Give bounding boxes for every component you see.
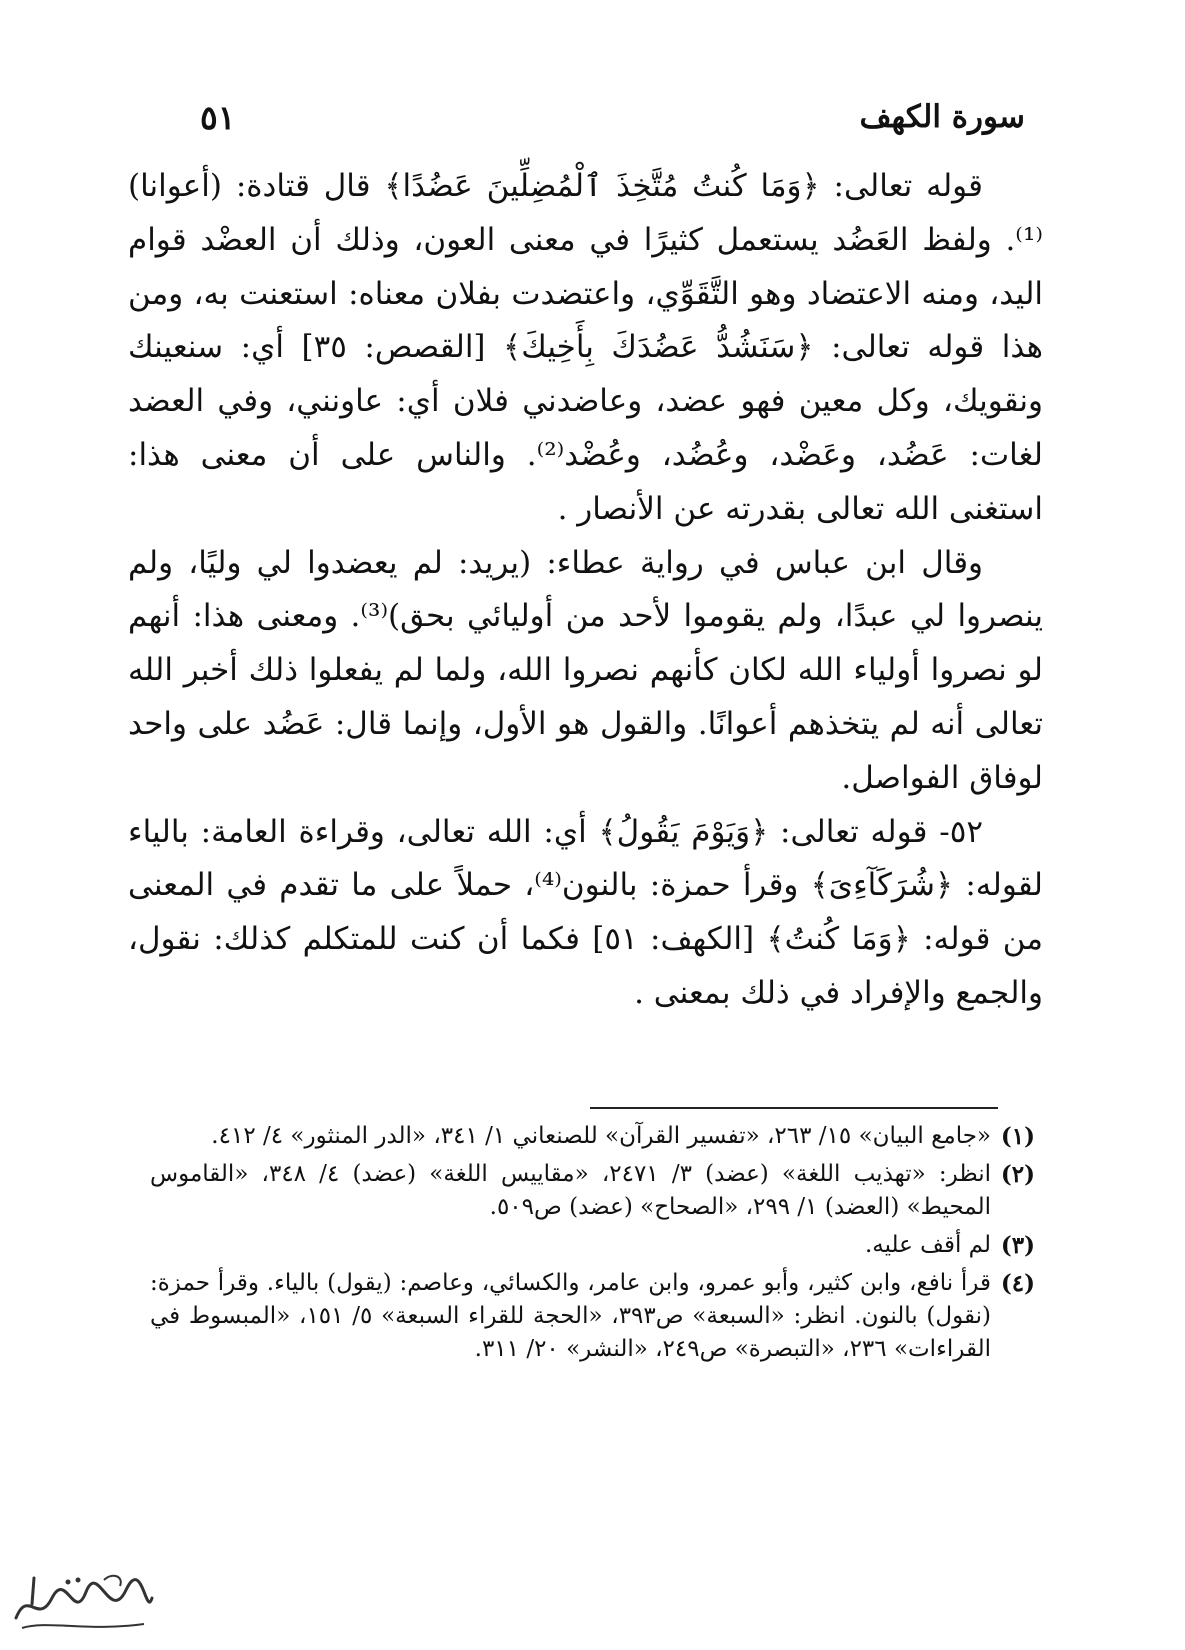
footnote-number: (٤) [1000,1270,1035,1297]
page-header [200,92,1025,142]
footnote-number: (٢) [1000,1161,1035,1188]
footnote-3 [150,1229,1035,1262]
page-number: ٥١ [200,97,236,137]
main-text [128,160,1043,1021]
footnote-text: لم أقف عليه. [864,1232,991,1258]
footnote-4 [150,1267,1035,1366]
paragraph-1: قوله تعالى: ﴿وَمَا كُنتُ مُتَّخِذَ ٱلْمُضِلِّينَ عَضُدًا﴾ قال قتادة: (أعوانا)⁽¹⁾. ولفظ العَضُد يستعمل كثيرًا في معنى العون، وذلك أن العضْد قوام اليد، ومنه الاعتضاد وهو التَّقَوِّي، واعتضدت بفلان معناه: استعنت به، ومن هذا قوله تعالى: ﴿سَنَشُدُّ عَضُدَكَ بِأَخِيكَ﴾ [القصص: ٣٥] أي: سنعينك ونقويك، وكل معين فهو عضد، وعاضدني فلان أي: عاونني، وفي العضد لغات: عَضُد، وعَضْد، وعُضُد، وعُضْد⁽²⁾. والناس على أن معنى هذا: استغنى الله تعالى بقدرته عن الأنصار . [128,168,1043,527]
footnote-2 [150,1158,1035,1224]
footnote-number: (٣) [1000,1232,1035,1259]
footnote-text: قرأ نافع، وابن كثير، وأبو عمرو، وابن عامر، والكسائي، وعاصم: (يقول) بالياء. وقرأ حمزة: (نقول) بالنون. انظر: «السبعة» ص٣٩٣، «الحجة للقراء السبعة» ٥/ ١٥١، «المبسوط في القراءات» ٢٣٦، «التبصرة» ص٢٤٩، «النشر» ٢٠/ ٣١١. [150,1270,992,1362]
footnote-text: «جامع البيان» ١٥/ ٢٦٣، «تفسير القرآن» للصنعاني ١/ ٣٤١، «الدر المنثور» ٤/ ٤١٢. [211,1123,991,1149]
footnote-1 [150,1120,1035,1153]
paragraph-3: ٥٢- قوله تعالى: ﴿وَيَوْمَ يَقُولُ﴾ أي: الله تعالى، وقراءة العامة: بالياء لقوله: ﴿شُرَكَآءِىَ﴾ وقرأ حمزة: بالنون⁽⁴⁾، حملاً على ما تقدم في المعنى من قوله: ﴿وَمَا كُنتُ﴾ [الكهف: ٥١] فكما أن كنت للمتكلم كذلك: نقول، والجمع والإفراد في ذلك بمعنى . [128,813,1043,1011]
footnote-separator [590,1107,998,1109]
calligraphy-stamp-icon [8,1568,158,1636]
footnote-text: انظر: «تهذيب اللغة» (عضد) ٣/ ٢٤٧١، «مقاييس اللغة» (عضد) ٤/ ٣٤٨، «القاموس المحيط» (العضد) ١/ ٢٩٩، «الصحاح» (عضد) ص٥٠٩. [150,1161,991,1220]
footnote-number: (١) [1000,1123,1035,1150]
running-title: سورة الكهف [859,99,1025,135]
paragraph-2: وقال ابن عباس في رواية عطاء: (يريد: لم يعضدوا لي وليًا، ولم ينصروا لي عبدًا، ولم يقوموا لأحد من أوليائي بحق)⁽³⁾. ومعنى هذا: أنهم لو نصروا أولياء الله لكان كأنهم نصروا الله، ولما لم يفعلوا ذلك أخبر الله تعالى أنه لم يتخذهم أعوانًا. والقول هو الأول، وإنما قال: عَضُد على واحد لوفاق الفواصل. [128,544,1044,796]
footnotes [150,1120,1035,1371]
